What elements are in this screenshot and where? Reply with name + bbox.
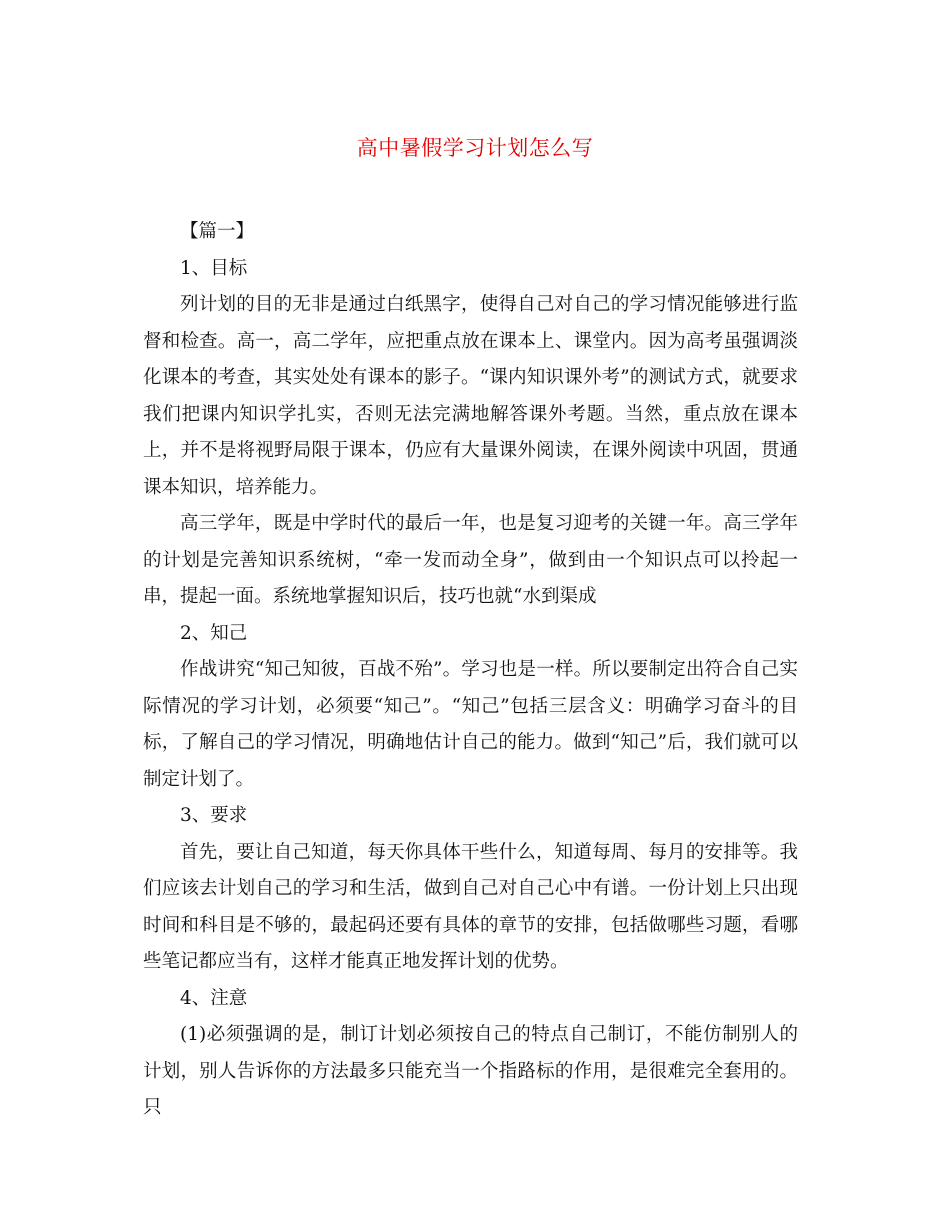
section-heading-requirements: 3、要求 (180, 805, 248, 826)
paragraph-know-self: 作战讲究“知己知彼，百战不殆”。学习也是一样。所以要制定出符合自己实际情况的学习计划，必须要“知己”。“知己”包括三层含义：明确学习奋斗的目标，了解自己的学习情况，明确地估计自己的能力。做到“知己”后，我们就可以制定计划了。 (143, 659, 798, 790)
paragraph-notes-1: (1)必须强调的是，制订计划必须按自己的特点自己制订，不能仿制别人的计划，别人告诉你的方法最多只能充当一个指路标的作用，是很难完全套用的。只 (143, 1024, 798, 1118)
section-label-part-one: 【篇一】 (180, 221, 255, 242)
section-heading-notes: 4、注意 (180, 987, 248, 1009)
section-heading-goal: 1、目标 (180, 257, 248, 279)
section-heading-know-self: 2、知己 (180, 622, 248, 644)
document-body (143, 214, 798, 1127)
paragraph-goal-1: 列计划的目的无非是通过白纸黑字，使得自己对自己的学习情况能够进行监督和检查。高一，高二学年，应把重点放在课本上、课堂内。因为高考虽强调淡化课本的考查，其实处处有课本的影子。“课内知识课外考”的测试方式，就要求我们把课内知识学扎实，否则无法完满地解答课外考题。当然，重点放在课本上，并不是将视野局限于课本，仍应有大量课外阅读，在课外阅读中巩固，贯通课本知识，培养能力。 (143, 294, 798, 498)
paragraph-goal-2: 高三学年，既是中学时代的最后一年，也是复习迎考的关键一年。高三学年的计划是完善知识系统树，“牵一发而动全身”，做到由一个知识点可以拎起一串，提起一面。系统地掌握知识后，技巧也就“水到渠成 (143, 513, 798, 607)
document-title: 高中暑假学习计划怎么写 (356, 136, 594, 160)
paragraph-requirements: 首先，要让自己知道，每天你具体干些什么，知道每周、每月的安排等。我们应该去计划自己的学习和生活，做到自己对自己心中有谱。一份计划上只出现时间和科目是不够的，最起码还要有具体的章节的安排，包括做哪些习题，看哪些笔记都应当有，这样才能真正地发挥计划的优势。 (143, 841, 798, 972)
